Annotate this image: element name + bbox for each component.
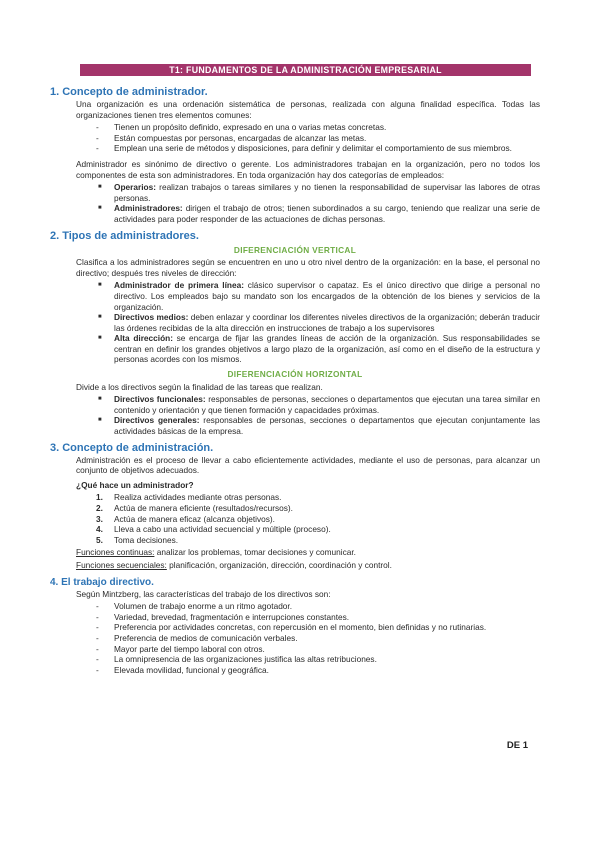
step-text: Realiza actividades mediante otras personas.	[114, 492, 282, 503]
vertical-intro: Clasifica a los administradores según se encuentren en uno u otro nivel dentro de la organización: en la base, el personal no directivo; después tres niveles de dirección:	[76, 257, 540, 278]
horizontal-subheading: DIFERENCIACIÓN HORIZONTAL	[227, 369, 363, 380]
section-1-paragraph-2: Administrador es sinónimo de directivo o gerente. Los administradores trabajan en la organización, pero no todos los componentes de esta son administradores. En toda organización hay dos categorías de empleados:	[76, 158, 540, 180]
horizontal-intro: Divide a los directivos según la finalidad de las tareas que realizan.	[76, 381, 323, 392]
term: Administrador de primera línea:	[114, 280, 244, 291]
list-item	[114, 203, 540, 224]
sequential-functions	[76, 560, 540, 571]
document-title-bar: T1: FUNDAMENTOS DE LA ADMINISTRACIÓN EMPRESARIAL	[80, 64, 531, 76]
list-item	[114, 415, 540, 436]
step-text: Lleva a cabo una actividad secuencial y múltiple (proceso).	[114, 524, 331, 535]
vertical-list	[50, 280, 540, 365]
list-item: - Emplean una serie de métodos y disposiciones, para definir y delimitar el comportamiento de sus miembros.	[114, 143, 540, 154]
vertical-subheading: DIFERENCIACIÓN VERTICAL	[233, 244, 357, 255]
definition: responsables de personas, secciones o departamentos que ejecutan una tarea similar en contenido y orientación y que tienen formación y capacidades próximas.	[114, 394, 540, 415]
label: Funciones secuenciales:	[76, 559, 167, 570]
list-item	[114, 333, 540, 365]
term: Directivos generales:	[114, 415, 200, 426]
text: analizar los problemas, tomar decisiones y comunicar.	[154, 547, 356, 558]
section-1-elements-list	[50, 122, 540, 154]
section-4-intro: Según Mintzberg, las características del trabajo de los directivos son:	[76, 588, 331, 599]
list-item	[96, 534, 540, 546]
list-item	[114, 394, 540, 415]
list-item: - Están compuestas por personas, encargadas de alcanzar las metas.	[114, 133, 540, 144]
definition: dirigen el trabajo de otros; tienen subordinados a su cargo, teniendo que realizar una serie de actividades para poder responder de las actuaciones de dichas personas.	[114, 203, 540, 224]
definition: deben enlazar y coordinar los diferentes niveles directivos de la organización; deberán traducir las órdenes recibidas de la alta dirección en instrucciones de trabajo a los supervisores	[114, 312, 540, 333]
list-item: - Variedad, brevedad, fragmentación e interrupciones constantes.	[114, 612, 540, 623]
label: Funciones continuas:	[76, 547, 155, 558]
step-number: 1.	[96, 492, 103, 503]
definition: clásico supervisor o capataz. Es el único directivo que dirige a personal no directivo. Los empleados bajo su mandato son los encargados de la obtención de los bienes y servicios de la organización.	[114, 280, 540, 312]
list-item	[114, 280, 540, 312]
list-item: - La omnipresencia de las organizaciones justifica las altas retribuciones.	[114, 654, 540, 665]
list-item: - Mayor parte del tiempo laboral con otros.	[114, 644, 540, 655]
term: Administradores:	[114, 203, 183, 214]
continuous-functions	[76, 547, 540, 558]
page-number: DE 1	[506, 740, 528, 751]
list-item	[114, 182, 540, 203]
administrator-steps-list	[50, 492, 540, 545]
list-item	[96, 492, 540, 503]
question-heading: ¿Qué hace un administrador?	[76, 479, 194, 490]
list-item	[96, 503, 540, 514]
list-item: - Tienen un propósito definido, expresado en una o varias metas concretas.	[114, 122, 540, 133]
section-3-heading: 3. Concepto de administración.	[50, 441, 214, 454]
step-number: 3.	[96, 513, 103, 524]
step-number: 4.	[96, 524, 103, 535]
term: Directivos funcionales:	[114, 394, 206, 405]
term: Directivos medios:	[114, 312, 189, 323]
employee-categories-list	[50, 182, 540, 224]
document-body	[50, 86, 540, 675]
section-3-intro: Administración es el proceso de llevar a cabo eficientemente actividades, mediante el uso de personas, para alcanzar un conjunto de objetivos adecuados.	[76, 454, 540, 476]
step-text: Toma decisiones.	[114, 534, 179, 545]
list-item	[96, 524, 540, 535]
term: Operarios:	[114, 182, 156, 193]
term: Alta dirección:	[114, 333, 173, 344]
definition: responsables de personas, secciones o departamentos que ejecutan conjuntamente las actividades básicas de la empresa.	[114, 415, 540, 437]
list-item: - Elevada movilidad, funcional y geográfica.	[114, 665, 540, 676]
section-1-heading: 1. Concepto de administrador.	[50, 86, 208, 98]
definition: realizan trabajos o tareas similares y no tienen la responsabilidad de supervisar las labores de otras personas.	[114, 182, 540, 203]
list-item: - Volumen de trabajo enorme a un ritmo agotador.	[114, 601, 540, 612]
definition: se encarga de fijar las grandes líneas de acción de la organización. Sus responsabilidades se centran en definir los grandes objetivos a largo plazo de la organización, así como en el diseño de la estructura y personas acordes con los mismos.	[114, 333, 540, 365]
list-item: - Preferencia de medios de comunicación verbales.	[114, 633, 540, 644]
step-number: 5.	[96, 534, 103, 545]
section-2-heading: 2. Tipos de administradores.	[50, 229, 199, 242]
step-number: 2.	[96, 503, 103, 513]
section-4-heading: 4. El trabajo directivo.	[50, 576, 154, 588]
section-1-intro: Una organización es una ordenación sistemática de personas, realizada con alguna finalidad específica. Todas las organizaciones tienen tres elementos comunes:	[76, 99, 540, 120]
list-item	[96, 513, 540, 525]
step-text: Actúa de manera eficiente (resultados/recursos).	[114, 503, 293, 513]
list-item	[114, 312, 540, 333]
text: planificación, organización, dirección, coordinación y control.	[166, 559, 392, 570]
step-text: Actúa de manera eficaz (alcanza objetivos).	[114, 513, 275, 524]
horizontal-list	[50, 394, 540, 436]
directive-characteristics-list	[50, 601, 540, 675]
list-item: - Preferencia por actividades concretas, con repercusión en el momento, bien definidas y no rutinarias.	[114, 622, 540, 633]
